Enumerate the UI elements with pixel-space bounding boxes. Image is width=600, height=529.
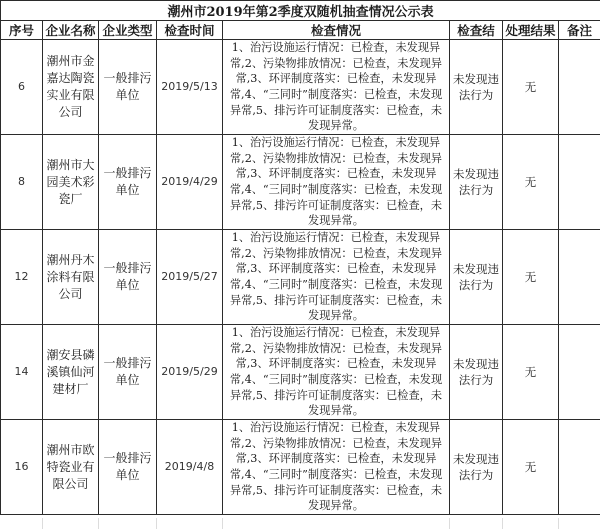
- cell-seq: 12: [1, 230, 43, 325]
- cell-details: 1、治污设施运行情况：已检查，未发现异常,2、污染物排放情况：已检查，未发现异常,3、环评制度落实：已检查，未发现异常,4、“三同时”制度落实：已检查，未发现异常,5、排污许可证制度落实：已检查，未发现异常。: [223, 40, 450, 135]
- cell-type: 一般排污单位: [99, 325, 157, 420]
- gridline: [558, 518, 559, 529]
- header-remark: 备注: [559, 21, 600, 40]
- cell-seq: 16: [1, 420, 43, 515]
- cell-date: 2019/4/8: [157, 420, 223, 515]
- header-company: 企业名称: [43, 21, 99, 40]
- empty-spreadsheet-gridlines: [0, 518, 600, 529]
- cell-remark: [559, 420, 600, 515]
- table-row: [1, 420, 600, 515]
- cell-seq: 6: [1, 40, 43, 135]
- cell-remark: [559, 135, 600, 230]
- cell-date: 2019/4/29: [157, 135, 223, 230]
- cell-result: 未发现违法行为: [450, 40, 503, 135]
- cell-handling: 无: [503, 40, 559, 135]
- header-seq: 序号: [1, 21, 43, 40]
- cell-details: 1、治污设施运行情况：已检查，未发现异常,2、污染物排放情况：已检查，未发现异常,3、环评制度落实：已检查，未发现异常,4、“三同时”制度落实：已检查，未发现异常,5、排污许可证制度落实：已检查，未发现异常。: [223, 135, 450, 230]
- cell-handling: 无: [503, 325, 559, 420]
- cell-company: 潮州市大园美术彩瓷厂: [43, 135, 99, 230]
- gridline: [156, 518, 157, 529]
- table-title: 潮州市2019年第2季度双随机抽查情况公示表: [1, 1, 600, 21]
- gridline: [449, 518, 450, 529]
- header-row: [1, 21, 600, 40]
- table-row: [1, 230, 600, 325]
- cell-type: 一般排污单位: [99, 420, 157, 515]
- cell-company: 潮州丹木涂料有限公司: [43, 230, 99, 325]
- cell-type: 一般排污单位: [99, 135, 157, 230]
- cell-handling: 无: [503, 230, 559, 325]
- gridline: [222, 518, 223, 529]
- cell-date: 2019/5/29: [157, 325, 223, 420]
- header-handling: 处理结果: [503, 21, 559, 40]
- cell-company: 潮州市金嘉达陶瓷实业有限公司: [43, 40, 99, 135]
- cell-handling: 无: [503, 420, 559, 515]
- cell-company: 潮安县磷溪镇仙河建材厂: [43, 325, 99, 420]
- cell-handling: 无: [503, 135, 559, 230]
- cell-details: 1、治污设施运行情况：已检查，未发现异常,2、污染物排放情况：已检查，未发现异常,3、环评制度落实：已检查，未发现异常,4、“三同时”制度落实：已检查，未发现异常,5、排污许可证制度落实：已检查，未发现异常。: [223, 325, 450, 420]
- header-type: 企业类型: [99, 21, 157, 40]
- cell-result: 未发现违法行为: [450, 135, 503, 230]
- table-row: [1, 40, 600, 135]
- table-row: [1, 325, 600, 420]
- cell-result: 未发现违法行为: [450, 420, 503, 515]
- header-date: 检查时间: [157, 21, 223, 40]
- cell-type: 一般排污单位: [99, 230, 157, 325]
- cell-seq: 8: [1, 135, 43, 230]
- cell-type: 一般排污单位: [99, 40, 157, 135]
- header-details: 检查情况: [223, 21, 450, 40]
- cell-result: 未发现违法行为: [450, 325, 503, 420]
- gridline: [502, 518, 503, 529]
- cell-seq: 14: [1, 325, 43, 420]
- cell-remark: [559, 325, 600, 420]
- cell-company: 潮州市欧特瓷业有限公司: [43, 420, 99, 515]
- cell-date: 2019/5/27: [157, 230, 223, 325]
- table-row: [1, 135, 600, 230]
- cell-date: 2019/5/13: [157, 40, 223, 135]
- cell-details: 1、治污设施运行情况：已检查，未发现异常,2、污染物排放情况：已检查，未发现异常,3、环评制度落实：已检查，未发现异常,4、“三同时”制度落实：已检查，未发现异常,5、排污许可证制度落实：已检查，未发现异常。: [223, 230, 450, 325]
- cell-remark: [559, 40, 600, 135]
- header-result: 检查结: [450, 21, 503, 40]
- cell-result: 未发现违法行为: [450, 230, 503, 325]
- gridline: [98, 518, 99, 529]
- cell-remark: [559, 230, 600, 325]
- gridline: [42, 518, 43, 529]
- cell-details: 1、治污设施运行情况：已检查，未发现异常,2、污染物排放情况：已检查，未发现异常,3、环评制度落实：已检查，未发现异常,4、“三同时”制度落实：已检查，未发现异常,5、排污许可证制度落实：已检查，未发现异常。: [223, 420, 450, 515]
